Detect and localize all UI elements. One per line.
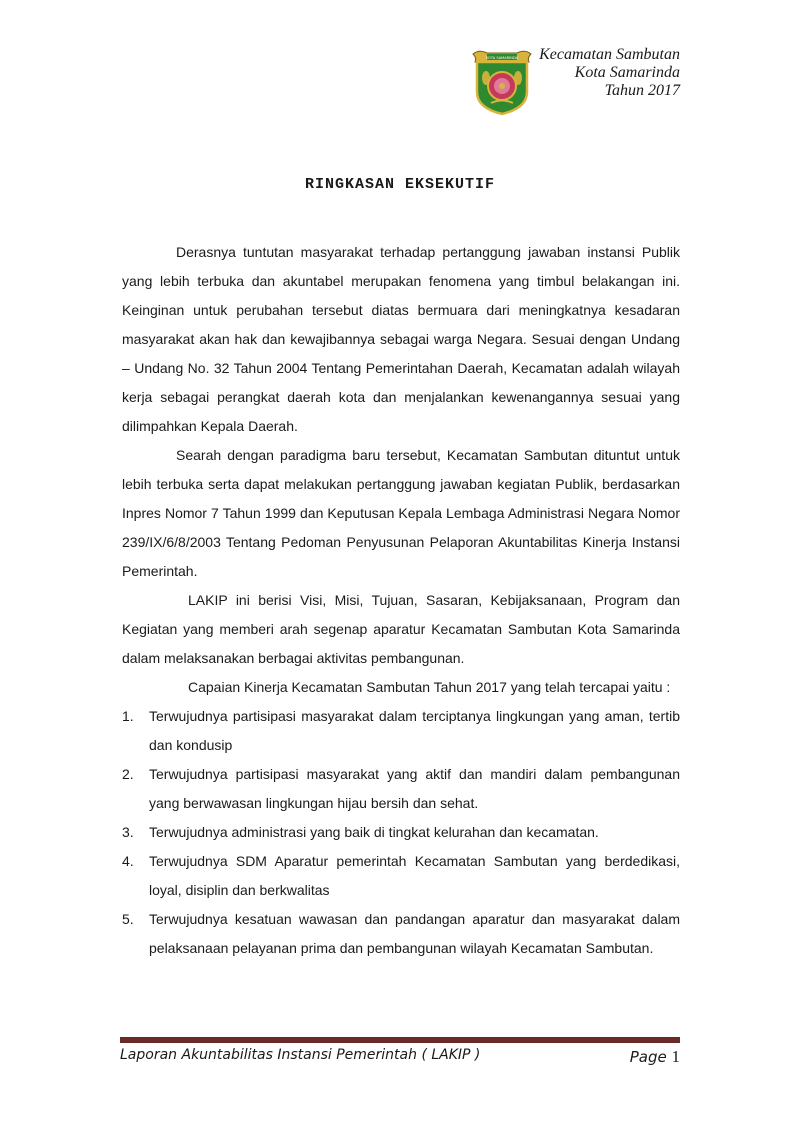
page-header: [469, 46, 680, 116]
list-item-number: 1.: [122, 708, 134, 724]
list-item-number: 5.: [122, 911, 134, 927]
achievement-list: [122, 702, 680, 963]
list-item-text: Terwujudnya partisipasi masyarakat yang aktif dan mandiri dalam pembangunan yang berwawasan lingkungan hijau bersih dan sehat.: [149, 766, 680, 811]
list-item-number: 3.: [122, 824, 134, 840]
paragraph-3: LAKIP ini berisi Visi, Misi, Tujuan, Sasaran, Kebijaksanaan, Program dan Kegiatan yang memberi arah segenap aparatur Kecamatan Sambutan Kota Samarinda dalam melaksanakan berbagai aktivitas pembangunan.: [122, 592, 680, 666]
header-line-city: Kota Samarinda: [574, 64, 680, 81]
footer-page-indicator: [630, 1047, 680, 1067]
list-item: [122, 818, 680, 847]
paragraph-2: Searah dengan paradigma baru tersebut, Kecamatan Sambutan dituntut untuk lebih terbuka serta dapat melakukan pertanggung jawaban kegiatan Publik, berdasarkan Inpres Nomor 7 Tahun 1999 dan Keputusan Kepala Lembaga Administrasi Negara Nomor 239/IX/6/8/2003 Tentang Pedoman Penyusunan Pelaporan Akuntabilitas Kinerja Instansi Pemerintah.: [122, 447, 680, 579]
list-item-text: Terwujudnya administrasi yang baik di tingkat kelurahan dan kecamatan.: [149, 824, 599, 840]
list-item: [122, 905, 680, 963]
document-body: [122, 238, 680, 963]
footer-page-label: Page: [629, 1048, 667, 1066]
paragraph-1: Derasnya tuntutan masyarakat terhadap pertanggung jawaban instansi Publik yang lebih terbuka dan akuntabel merupakan fenomena yang timbul belakangan ini. Keinginan untuk perubahan tersebut diatas bermuara dari meningkatnya kesadaran masyarakat akan hak dan kewajibannya sebagai warga Negara. Sesuai dengan Undang – Undang No. 32 Tahun 2004 Tentang Pemerintahan Daerah, Kecamatan adalah wilayah kerja sebagai perangkat daerah kota dan menjalankan kewenangannya sesuai yang dilimpahkan Kepala Daerah.: [122, 244, 680, 434]
footer-page-number: 1: [671, 1047, 680, 1066]
list-item-text: Terwujudnya SDM Aparatur pemerintah Kecamatan Sambutan yang berdedikasi, loyal, disiplin dan berkwalitas: [149, 853, 680, 898]
header-line-district: Kecamatan Sambutan: [539, 46, 680, 63]
list-item: [122, 760, 680, 818]
list-item: [122, 847, 680, 905]
page-title: RINGKASAN EKSEKUTIF: [304, 176, 496, 193]
list-item-text: Terwujudnya kesatuan wawasan dan pandangan aparatur dan masyarakat dalam pelaksanaan pelayanan prima dan pembangunan wilayah Kecamatan Sambutan.: [149, 911, 680, 956]
list-item: [122, 702, 680, 760]
list-item-text: Terwujudnya partisipasi masyarakat dalam terciptanya lingkungan yang aman, tertib dan kondusip: [149, 708, 680, 753]
header-line-year: Tahun 2017: [604, 82, 680, 99]
paragraph-4: Capaian Kinerja Kecamatan Sambutan Tahun 2017 yang telah tercapai yaitu :: [188, 679, 671, 695]
list-item-number: 2.: [122, 766, 134, 782]
list-item-number: 4.: [122, 853, 134, 869]
header-text: [539, 46, 680, 100]
footer-report-title: Laporan Akuntabilitas Instansi Pemerintah ( LAKIP ): [120, 1047, 481, 1063]
footer-divider: [120, 1037, 680, 1043]
kota-samarinda-emblem-icon: [469, 48, 535, 116]
svg-text:KOTA SAMARINDA: KOTA SAMARINDA: [485, 56, 519, 60]
page-footer: [120, 1047, 680, 1067]
